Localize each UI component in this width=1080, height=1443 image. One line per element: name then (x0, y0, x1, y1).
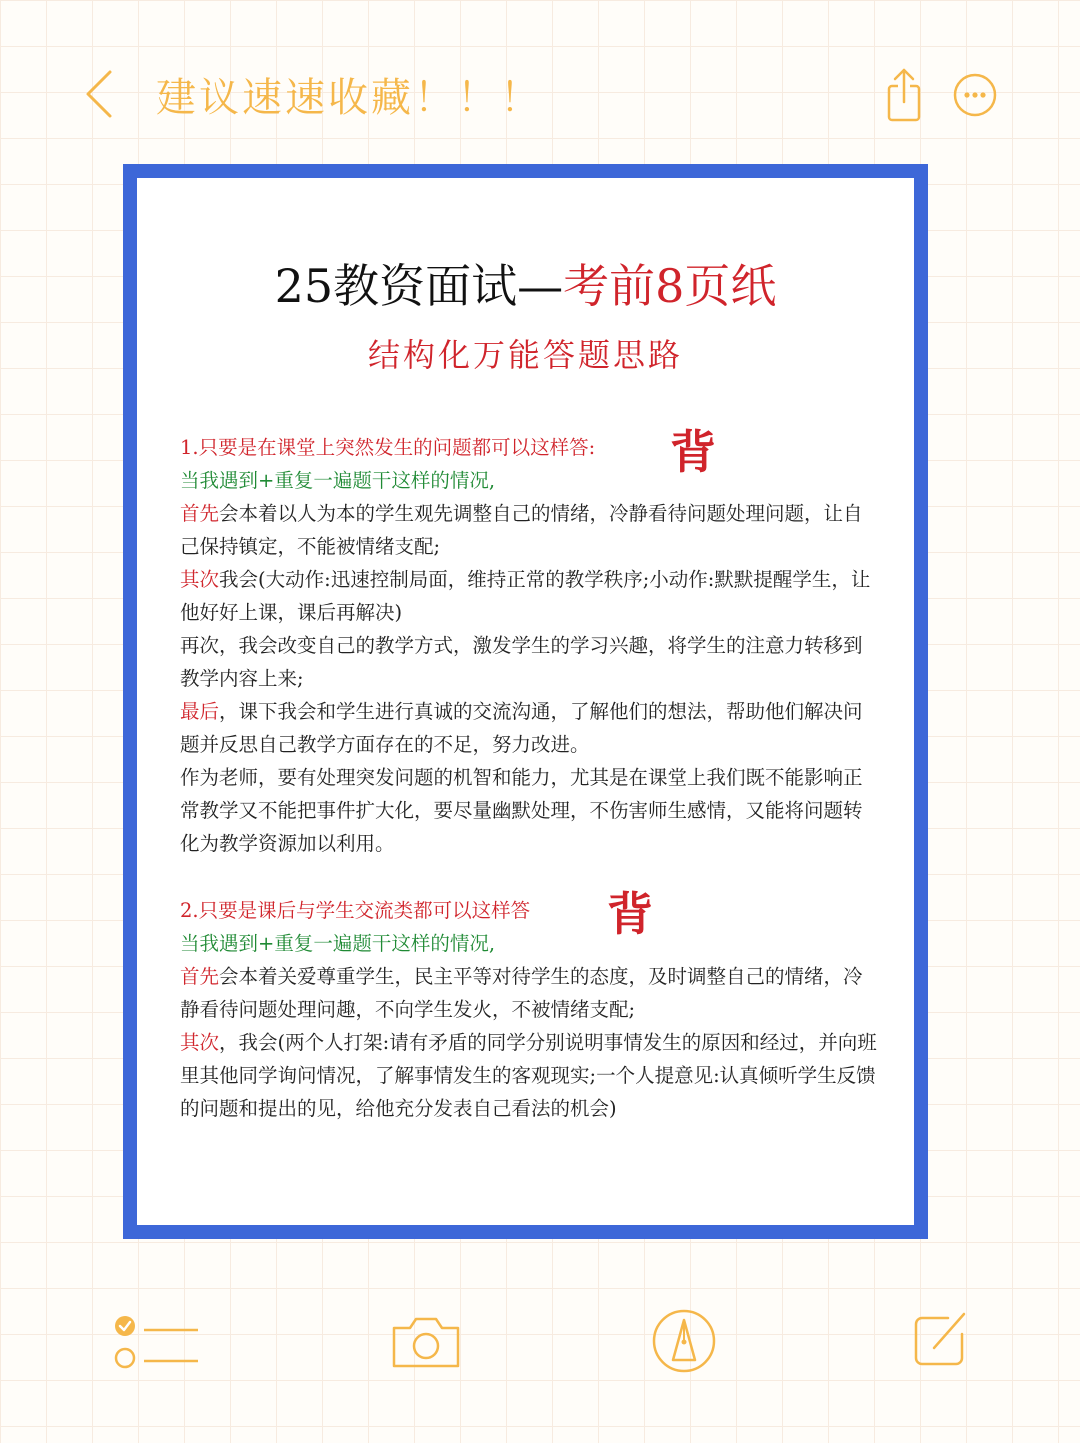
paragraph-text: 我会(大动作:迅速控制局面，维持正常的教学秩序;小动作:默默提醒学生，让他好好上课，课后再解决) (180, 568, 871, 624)
chevron-left-icon (78, 66, 128, 122)
share-icon (880, 66, 928, 124)
memorize-mark-2: 背 (607, 887, 653, 941)
title-main: 25教资面试— (274, 259, 564, 313)
title-highlight: 考前8页纸 (563, 259, 777, 313)
markup-button[interactable] (651, 1308, 717, 1378)
label-last: 最后 (180, 700, 220, 723)
paragraph-text: 会本着以人为本的学生观先调整自己的情绪，冷静看待问题处理问题，让自己保持镇定，不能被情绪支配; (180, 502, 863, 558)
label-first: 首先 (180, 965, 220, 988)
label-second: 其次 (180, 1031, 220, 1054)
section-1-paragraph-4 (180, 695, 880, 761)
camera-icon (388, 1312, 464, 1372)
bottom-toolbar (0, 1290, 1080, 1410)
compose-button[interactable] (908, 1308, 970, 1374)
nav-title: 建议速速收藏！！！ (156, 75, 543, 121)
share-button[interactable] (880, 66, 928, 124)
section-1-paragraph-1 (180, 497, 880, 563)
section-2-question: 2.只要是课后与学生交流类都可以这样答 (180, 899, 531, 922)
section-1-question: 1.只要是在课堂上突然发生的问题都可以这样答: (180, 436, 596, 459)
paragraph-text: 会本着关爱尊重学生，民主平等对待学生的态度，及时调整自己的情绪，冷静看待问题处理问趣，不向学生发火，不被情绪支配; (180, 965, 863, 1021)
pen-tip-icon (651, 1308, 717, 1374)
section-1-paragraph-2 (180, 563, 880, 629)
paragraph-text: ，课下我会和学生进行真诚的交流沟通，了解他们的想法，帮助他们解决问题并反思自己教学方面存在的不足，努力改进。 (180, 700, 863, 756)
compose-icon (908, 1308, 970, 1370)
note-paper (137, 178, 914, 1225)
section-1-paragraph-5: 作为老师，要有处理突发问题的机智和能力，尤其是在课堂上我们既不能影响正常教学又不能把事件扩大化，要尽量幽默处理，不伤害师生感情，又能将问题转化为教学资源加以利用。 (180, 766, 863, 855)
document-subtitle: 结构化万能答题思路 (367, 336, 683, 374)
more-icon (952, 72, 998, 118)
back-button[interactable] (78, 66, 128, 122)
checklist-button[interactable] (110, 1310, 202, 1376)
top-nav-bar (0, 0, 1080, 190)
camera-button[interactable] (388, 1312, 464, 1376)
section-1-paragraph-3: 再次，我会改变自己的教学方式，激发学生的学习兴趣，将学生的注意力转移到教学内容上来; (180, 634, 863, 690)
section-1 (180, 431, 880, 860)
more-button[interactable] (952, 72, 998, 118)
note-image-frame (123, 164, 928, 1239)
section-2 (180, 894, 880, 1125)
memorize-mark-1: 背 (670, 425, 716, 479)
label-second: 其次 (180, 568, 220, 591)
paragraph-text: ，我会(两个人打架:请有矛盾的同学分别说明事情发生的原因和经过，并向班里其他同学询问情况，了解事情发生的客观现实;一个人提意见:认真倾听学生反馈的问题和提出的见，给他充分发表自己看法的机会) (180, 1031, 877, 1120)
label-first: 首先 (180, 502, 220, 525)
section-1-intro: 当我遇到+重复一遍题干这样的情况, (180, 469, 496, 492)
checklist-icon (110, 1310, 202, 1372)
section-2-intro: 当我遇到+重复一遍题干这样的情况, (180, 932, 496, 955)
section-2-paragraph-2 (180, 1026, 880, 1125)
section-2-paragraph-1 (180, 960, 880, 1026)
document-title (137, 250, 914, 316)
